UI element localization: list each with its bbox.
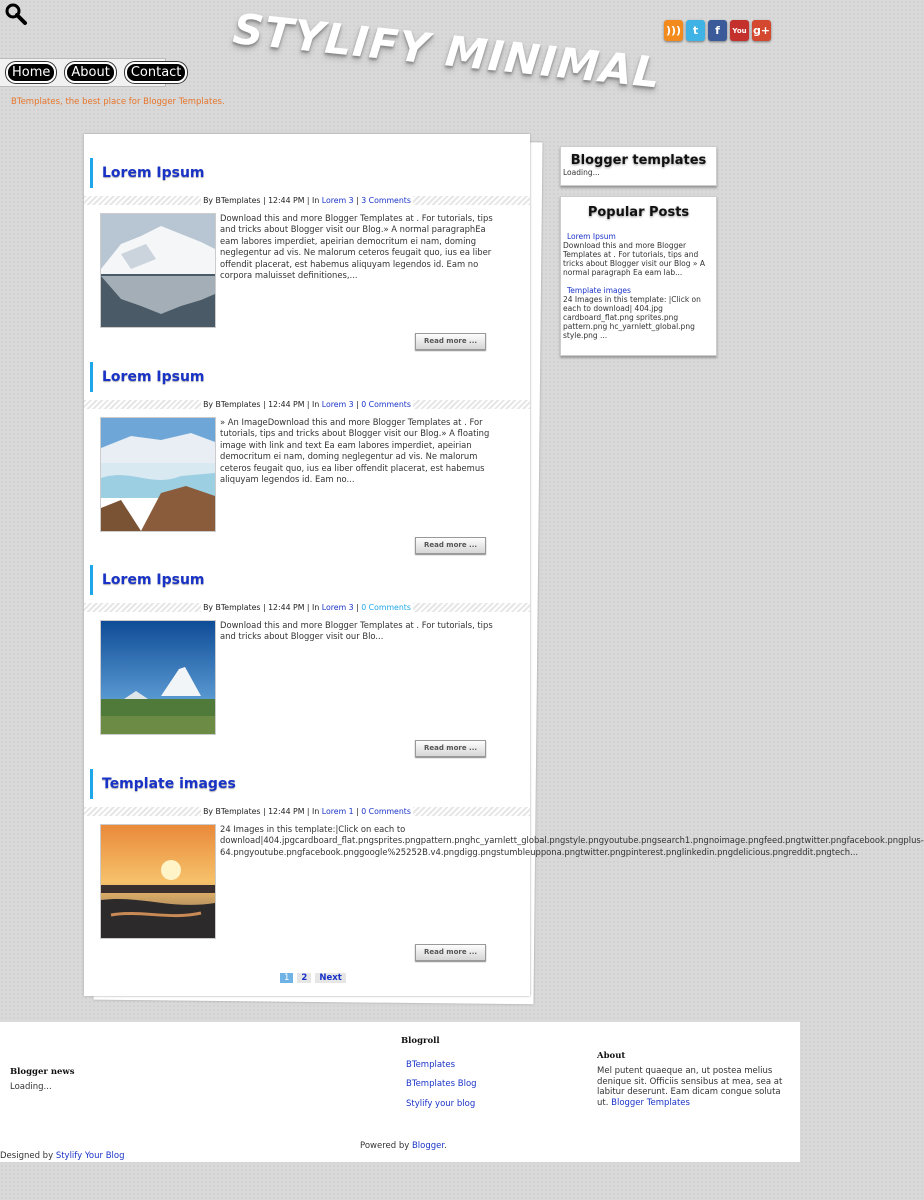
social-icons — [664, 20, 771, 41]
blogger-templates-widget — [560, 146, 717, 186]
post-title[interactable]: Template images — [90, 769, 236, 799]
post-label-link[interactable]: Lorem 1 — [321, 807, 354, 816]
site-tagline: BTemplates, the best place for Blogger Templates. — [11, 97, 225, 107]
post-title[interactable]: Lorem Ipsum — [90, 565, 205, 595]
post-excerpt: Download this and more Blogger Templates at . For tutorials, tips and tricks about Blogger visit our Blog.» A normal paragraphEa eam labores imperdiet, apeirian democritum ei nam, doming neglegentur ad vis. Ne malorum ceteros feugait quo, ius ea liber offendit placerat, est habemus aliquyam legendos id. Eam no corpora maluisset definitiones,... — [220, 213, 493, 281]
post-label-link[interactable]: Lorem 3 — [321, 603, 354, 612]
post-byline: By BTemplates | 12:44 PM | In — [203, 400, 320, 409]
post-excerpt: Download this and more Blogger Templates at . For tutorials, tips and tricks about Blogger visit our Blo... — [220, 620, 493, 642]
footer — [0, 1021, 800, 1162]
powered-by: Powered by Blogger. — [360, 1141, 447, 1151]
post-title[interactable]: Lorem Ipsum — [90, 158, 205, 188]
blogroll-link[interactable]: BTemplates — [406, 1060, 456, 1070]
post-thumbnail[interactable] — [100, 213, 216, 328]
site-logo[interactable]: STYLIFY MINIMAL — [230, 4, 664, 98]
post-excerpt: 24 Images in this template:|Click on each to download|404.jpgcardboard_flat.pngsprites.pngpattern.pnghc_yarnlett_global.pngstyle.pngyoutube.pngsearch1.pngnoimage.pngfeed.pngtwitter.pngfacebook.pngplus-64.pngyoutube.pngfacebook.pnggoogle%25252B.v4.pngdigg.pngstumbleuppona.pngtwitter.pngpinterest.pnglinkedin.pngdelicious.pngreddit.pngtech... — [220, 824, 924, 857]
nav-about[interactable]: About — [65, 62, 115, 83]
meta-separator: | — [356, 400, 359, 409]
blogroll-title: Blogroll — [401, 1036, 440, 1046]
post-comments-link[interactable]: 0 Comments — [361, 400, 411, 409]
google-plus-icon[interactable]: g+ — [752, 20, 771, 41]
next-page-link[interactable]: Next — [315, 973, 345, 983]
about-link[interactable]: Blogger Templates — [611, 1097, 690, 1108]
read-more-button[interactable]: Read more ... — [415, 537, 486, 554]
rss-icon[interactable]: ))) — [664, 20, 683, 41]
post-label-link[interactable]: Lorem 3 — [321, 400, 354, 409]
blogger-link[interactable]: Blogger — [411, 1141, 445, 1151]
widget-title: Popular Posts — [587, 205, 690, 220]
blogroll-link[interactable]: Stylify your blog — [406, 1099, 476, 1109]
popular-post-snippet: Download this and more Blogger Templates at . For tutorials, tips and tricks about Blogger visit our Blog » A normal paragraph Ea eam lab... — [563, 241, 706, 277]
widget-status: Loading... — [563, 168, 600, 177]
read-more-button[interactable]: Read more ... — [415, 944, 486, 961]
page-2[interactable]: 2 — [297, 973, 311, 983]
nav-home[interactable]: Home — [6, 62, 56, 83]
twitter-icon[interactable]: t — [686, 20, 705, 41]
about-title: About — [597, 1051, 626, 1061]
popular-post-snippet: 24 Images in this template: |Click on each to download| 404.jpg cardboard_flat.png sprites.png pattern.png hc_yarnlett_global.png style.png ... — [563, 295, 701, 340]
popular-post-link[interactable]: Template images — [567, 286, 631, 295]
designed-by: Designed by Stylify Your Blog — [0, 1151, 125, 1161]
post-thumbnail[interactable] — [100, 417, 216, 532]
post-thumbnail[interactable] — [100, 824, 216, 939]
meta-separator: | — [356, 807, 359, 816]
post-byline: By BTemplates | 12:44 PM | In — [203, 807, 320, 816]
widget-title: Blogger templates — [570, 153, 707, 168]
post-comments-link[interactable]: 0 Comments — [361, 603, 411, 612]
blogroll-link[interactable]: BTemplates Blog — [406, 1079, 477, 1089]
youtube-icon[interactable]: You — [730, 20, 749, 41]
post-byline: By BTemplates | 12:44 PM | In — [203, 603, 320, 612]
facebook-icon[interactable]: f — [708, 20, 727, 41]
post-meta — [84, 807, 530, 816]
main-nav — [0, 58, 182, 87]
post-meta — [84, 400, 530, 409]
popular-post-link[interactable]: Lorem Ipsum — [567, 232, 616, 241]
meta-separator: | — [356, 603, 359, 612]
page-1[interactable]: 1 — [280, 973, 293, 983]
post-title[interactable]: Lorem Ipsum — [90, 362, 205, 392]
post-label-link[interactable]: Lorem 3 — [321, 196, 354, 205]
read-more-button[interactable]: Read more ... — [415, 333, 486, 350]
popular-posts-widget — [560, 196, 717, 356]
post-meta — [84, 603, 530, 612]
about-text: Mel putent quaeque an, ut postea melius denique sit. Officiis sensibus at mea, sea at labitur deserunt. Eam dicam congue soluta ut. Blogger Templates — [597, 1066, 783, 1108]
read-more-button[interactable]: Read more ... — [415, 740, 486, 757]
post-excerpt: » An ImageDownload this and more Blogger Templates at . For tutorials, tips and tricks about Blogger visit our Blog.» A floating image with link and text Ea eam labores imperdiet, apeirian democritum ei nam, doming neglegentur ad vis. Ne malorum ceteros feugait quo, ius ea liber offendit placerat, est habemus aliquyam legendos id. Eam no... — [220, 417, 490, 485]
nav-contact[interactable]: Contact — [125, 62, 188, 83]
designer-link[interactable]: Stylify Your Blog — [55, 1151, 125, 1161]
post-comments-link[interactable]: 3 Comments — [361, 196, 411, 205]
meta-separator: | — [356, 196, 359, 205]
post-meta — [84, 196, 530, 205]
pagination — [280, 973, 346, 983]
post-comments-link[interactable]: 0 Comments — [361, 807, 411, 816]
post-thumbnail[interactable] — [100, 620, 216, 735]
search-icon[interactable] — [4, 2, 28, 26]
blogger-news-status: Loading... — [10, 1082, 52, 1092]
post-byline: By BTemplates | 12:44 PM | In — [203, 196, 320, 205]
blogger-news-title: Blogger news — [10, 1067, 75, 1077]
